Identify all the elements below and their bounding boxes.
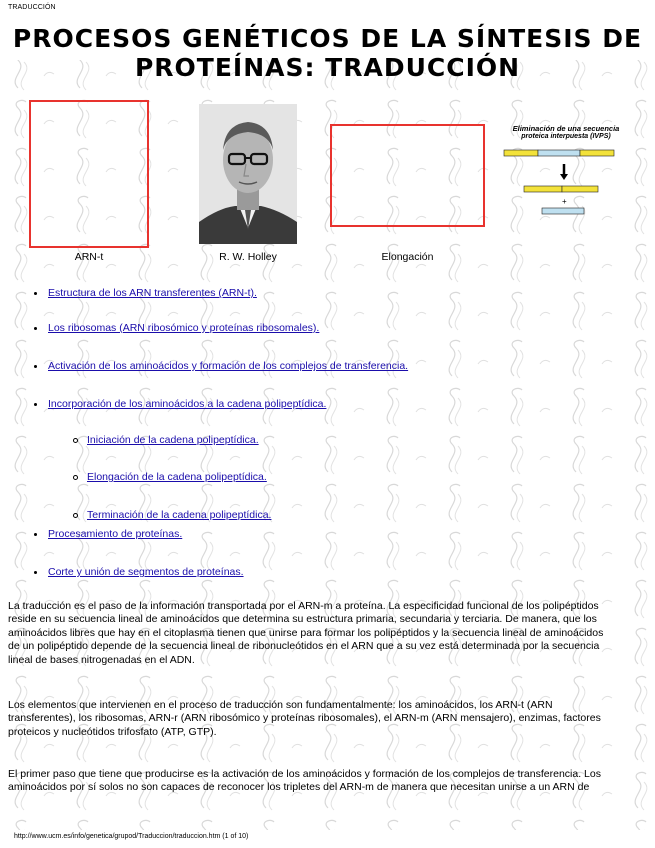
toc-link-8[interactable]: Procesamiento de proteínas.	[48, 528, 183, 540]
toc-link-6[interactable]: Elongación de la cadena polipeptídica.	[87, 471, 267, 483]
paragraph-2-line: proteicos y nucleótidos trifosfato (ATP, GTP).	[8, 725, 217, 738]
paragraph-2-line: Los elementos que intervienen en el proceso de traducción son fundamentalmente: los aminoácidos, los ARN-t (ARN	[8, 699, 553, 711]
toc-link-7[interactable]: Terminación de la cadena polipeptídica.	[87, 509, 272, 521]
bullet-icon	[34, 403, 37, 406]
toc-link-9[interactable]: Corte y unión de segmentos de proteínas.	[48, 566, 244, 578]
page-title	[0, 24, 655, 82]
diagram-title-2: proteica interpuesta (IVPS)	[521, 133, 611, 140]
toc-link-3[interactable]: Activación de los aminoácidos y formación de los complejos de transferencia.	[48, 360, 409, 372]
toc-link-1[interactable]: Estructura de los ARN transferentes (ARN-t).	[48, 287, 257, 299]
holley-caption: R. W. Holley	[219, 251, 277, 263]
toc-subitem-2	[87, 471, 267, 483]
toc-item-3	[48, 360, 408, 372]
paragraph-2-line: transferentes), los ribosomas, ARN-r (ARN ribosómico y proteínas ribosomales), el ARN-m (ARN mensajero), enzimas, factores	[8, 712, 601, 725]
toc-subitem-3	[87, 509, 271, 521]
toc-link-5[interactable]: Iniciación de la cadena polipeptídica.	[87, 434, 259, 446]
title-line-1: PROCESOS GENÉTICOS DE LA SÍNTESIS DE	[12, 24, 643, 53]
toc-item-1	[48, 287, 257, 299]
page-header-label: TRADUCCIÓN	[8, 4, 56, 11]
bullet-icon	[34, 533, 37, 536]
toc-item-2	[48, 322, 319, 334]
diagram-title-1: Eliminación de una secuencia	[512, 124, 620, 133]
elongacion-caption: Elongación	[381, 251, 434, 263]
bullet-icon	[34, 365, 37, 368]
toc-link-4[interactable]: Incorporación de los aminoácidos a la cadena polipeptídica.	[48, 398, 327, 410]
paragraph-1-line: aminoácidos libres que hay en el citoplasma tienen que unirse para formar los polipéptidos y la secuencia lineal de aminoácidos	[8, 626, 604, 639]
bullet-icon	[34, 327, 37, 330]
paragraph-1-line: lineal de bases nitrogenadas en el ADN.	[8, 653, 195, 666]
toc-item-6	[48, 566, 244, 578]
protein-splicing-diagram[interactable]	[502, 124, 630, 220]
paragraph-1-line: de un polipéptido depende de la secuencia lineal de ribonucleótidos en el ARN que a su vez está determinada por la secuencia	[8, 640, 600, 653]
sub-bullet-icon	[73, 438, 78, 443]
sub-bullet-icon	[73, 475, 78, 480]
diagram-graphic	[502, 124, 630, 220]
paragraph-2	[8, 699, 644, 739]
toc-link-2[interactable]: Los ribosomas (ARN ribosómico y proteínas ribosomales).	[48, 322, 320, 334]
page-footer-url: http://www.ucm.es/info/genetica/grupod/Traduccion/traduccion.htm (1 of 10)	[14, 833, 249, 840]
svg-text:+: +	[562, 197, 567, 206]
paragraph-1-line: reside en su secuencia lineal de aminoácidos que determina su estructura primaria, secundaria y terciaria. De manera, que los	[8, 613, 597, 626]
paragraph-1	[8, 600, 644, 667]
paragraph-3	[8, 768, 644, 795]
paragraph-1-line: La traducción es el paso de la información transportada por el ARN-m a proteína. La especificidad funcional de los polipéptidos	[8, 600, 599, 612]
sub-bullet-icon	[73, 513, 78, 518]
arnt-image-link[interactable]	[29, 100, 149, 248]
elongacion-image-link[interactable]	[330, 124, 485, 227]
paragraph-3-line: El primer paso que tiene que producirse es la activación de los aminoácidos y formación de los complejos de transferencia. Los	[8, 768, 601, 780]
title-line-2: PROTEÍNAS: TRADUCCIÓN	[134, 53, 521, 82]
arnt-caption: ARN-t	[74, 251, 104, 263]
bullet-icon	[34, 292, 37, 295]
toc-item-4	[48, 398, 326, 410]
holley-photo[interactable]	[199, 104, 297, 244]
toc-subitem-1	[87, 434, 259, 446]
toc-item-5	[48, 528, 182, 540]
paragraph-3-line: aminoácidos por sí solos no son capaces de reconocer los tripletes del ARN-m de manera que necesitan unirse a un ARN de	[8, 781, 590, 794]
bullet-icon	[34, 571, 37, 574]
